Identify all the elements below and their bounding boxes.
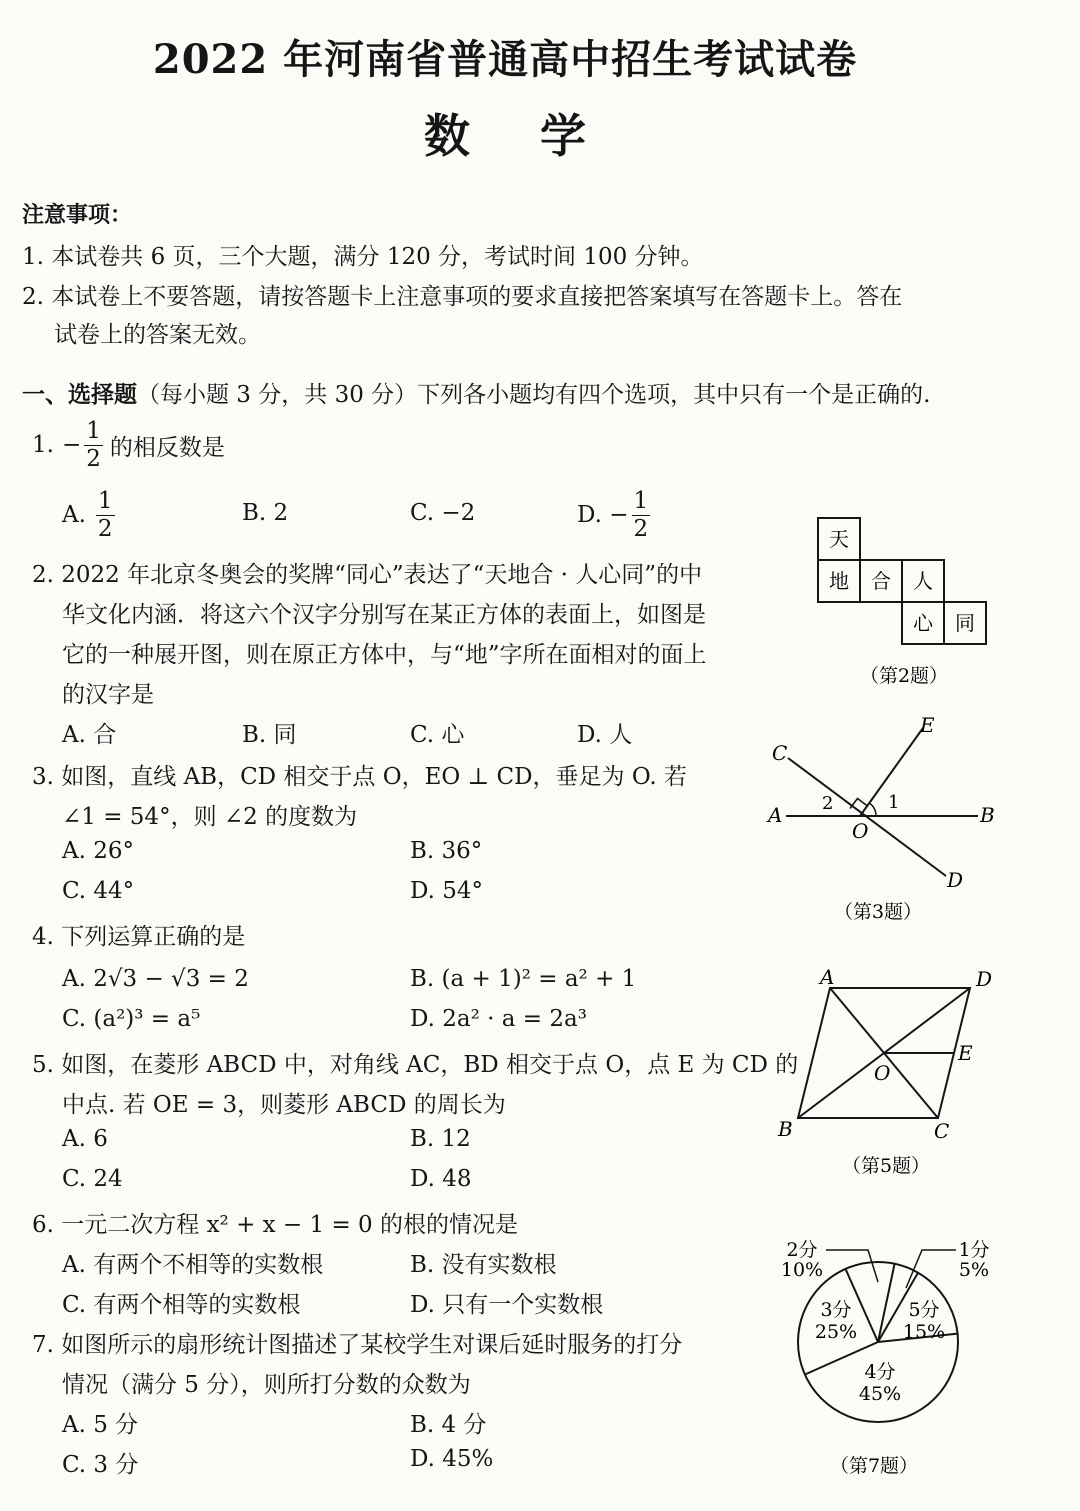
point-d-label: D: [976, 967, 993, 991]
q3-option-d: D. 54°: [410, 878, 484, 904]
q7-line-1: 7. 如图所示的扇形统计图描述了某校学生对课后延时服务的打分: [32, 1332, 683, 1358]
q1-d-den: 2: [633, 515, 649, 542]
pct-3fen: 25%: [814, 1321, 858, 1343]
q4-option-d: D. 2a² · a = 2a³: [410, 1006, 587, 1032]
point-a-label: A: [820, 965, 835, 989]
q1-option-c: C. −2: [410, 500, 476, 526]
q5-option-a: A. 6: [62, 1126, 108, 1152]
net-char: 心: [913, 611, 933, 635]
q1-d-label: D. −: [577, 502, 629, 528]
point-o-label: O: [852, 819, 869, 843]
q5-option-c: C. 24: [62, 1166, 123, 1192]
point-o-label: O: [874, 1061, 891, 1085]
section-label: 一、选择题: [22, 381, 137, 408]
q2-option-d: D. 人: [577, 722, 633, 748]
q2-option-b: B. 同: [242, 722, 297, 748]
exam-title: 2022 年河南省普通高中招生考试试卷: [152, 36, 858, 83]
pct-2fen: 10%: [780, 1259, 824, 1281]
label-1fen: 1分: [958, 1239, 990, 1261]
angle-1-label: 1: [888, 792, 900, 813]
point-b-label: B: [778, 1117, 793, 1141]
q1-option-d: [577, 488, 653, 542]
point-e-label: E: [958, 1041, 973, 1065]
q2-line-3: 它的一种展开图，则在原正方体中，与“地”字所在面相对的面上: [62, 642, 707, 668]
q4-option-b: B. (a + 1)² = a² + 1: [410, 966, 637, 992]
q3-option-a: A. 26°: [62, 838, 134, 864]
point-e-label: E: [920, 713, 935, 737]
pct-5fen: 15%: [902, 1321, 946, 1343]
label-5fen: 5分: [908, 1299, 940, 1321]
intersecting-lines-figure: [760, 712, 1000, 930]
q6-option-c: C. 有两个相等的实数根: [62, 1292, 301, 1318]
point-d-label: D: [947, 868, 964, 892]
q1-option-a: [62, 488, 118, 542]
q1-text: 的相反数是: [109, 434, 225, 461]
q1-d-fraction: [632, 487, 651, 542]
q7-option-b: B. 4 分: [410, 1412, 487, 1438]
q2-line-4: 的汉字是: [62, 682, 154, 708]
q1-frac-num: 1: [86, 417, 101, 444]
q7-option-a: A. 5 分: [62, 1412, 139, 1438]
question-1: [32, 418, 225, 472]
q1-fraction: [84, 417, 103, 472]
label-4fen: 4分: [864, 1361, 896, 1383]
q2-line-1: 2. 2022 年北京冬奥会的奖牌“同心”表达了“天地合 · 人心同”的中: [32, 562, 703, 588]
subject-title: 数学: [424, 109, 656, 163]
notice-item-1: 1. 本试卷共 6 页，三个大题，满分 120 分，考试时间 100 分钟。: [22, 244, 704, 270]
label-3fen: 3分: [820, 1299, 852, 1321]
q1-a-fraction: [96, 487, 115, 542]
q1-minus: −: [61, 432, 82, 458]
q2-option-c: C. 心: [410, 722, 465, 748]
point-c-label: C: [934, 1119, 950, 1143]
q7-caption: （第7题）: [829, 1455, 919, 1477]
q3-option-b: B. 36°: [410, 838, 483, 864]
pct-1fen: 5%: [958, 1259, 990, 1281]
pie-chart: [770, 1226, 1010, 1496]
q1-option-b: B. 2: [242, 500, 289, 526]
q2-caption: （第2题）: [859, 665, 949, 687]
q1-number: 1.: [32, 432, 54, 458]
q2-option-a: A. 合: [62, 722, 117, 748]
q1-a-den: 2: [97, 515, 113, 542]
net-char: 同: [955, 611, 975, 635]
notice-item-2: 2. 本试卷上不要答题，请按答题卡上注意事项的要求直接把答案填写在答题卡上。答在: [22, 284, 903, 310]
point-a-label: A: [768, 803, 783, 827]
angle-2-label: 2: [822, 793, 834, 814]
q5-line-1: 5. 如图，在菱形 ABCD 中，对角线 AC，BD 相交于点 O，点 E 为 CD 的: [32, 1052, 799, 1078]
q4-option-c: C. (a²)³ = a⁵: [62, 1006, 201, 1032]
point-b-label: B: [980, 803, 995, 827]
notice-heading: 注意事项：: [22, 202, 133, 228]
section-desc: （每小题 3 分，共 30 分）下列各小题均有四个选项，其中只有一个是正确的.: [137, 382, 931, 408]
section-header: [22, 376, 930, 409]
net-char: 地: [829, 569, 849, 593]
pct-4fen: 45%: [858, 1383, 902, 1405]
point-c-label: C: [772, 741, 788, 765]
net-char: 人: [913, 569, 933, 593]
q6-option-d: D. 只有一个实数根: [410, 1292, 604, 1318]
net-char: 天: [829, 527, 849, 551]
notice-item-2-cont: 试卷上的答案无效。: [54, 322, 261, 348]
net-char: 合: [871, 569, 891, 593]
q4-line-1: 4. 下列运算正确的是: [32, 924, 246, 950]
label-2fen: 2分: [786, 1239, 818, 1261]
q1-a-num: 1: [97, 487, 113, 514]
q3-line-1: 3. 如图，直线 AB，CD 相交于点 O，EO ⊥ CD，垂足为 O. 若: [32, 764, 687, 790]
q5-option-b: B. 12: [410, 1126, 471, 1152]
q5-caption: （第5题）: [841, 1155, 931, 1177]
angle-1-arc: [869, 803, 876, 816]
q6-option-b: B. 没有实数根: [410, 1252, 557, 1278]
q3-option-c: C. 44°: [62, 878, 135, 904]
q1-d-num: 1: [633, 487, 649, 514]
q2-line-2: 华文化内涵．将这六个汉字分别写在某正方体的表面上，如图是: [62, 602, 706, 628]
q7-line-2: 情况（满分 5 分），则所打分数的众数为: [62, 1372, 471, 1398]
q1-a-label: A.: [62, 502, 86, 528]
q3-caption: （第3题）: [833, 901, 923, 923]
cube-net-figure: [812, 512, 1002, 692]
q1-frac-den: 2: [86, 445, 101, 472]
q5-option-d: D. 48: [410, 1166, 472, 1192]
pie-sector-boundary-1分: [878, 1264, 895, 1342]
q6-option-a: A. 有两个不相等的实数根: [62, 1252, 324, 1278]
q4-option-a: A. 2√3 − √3 = 2: [62, 966, 249, 992]
q5-line-2: 中点. 若 OE = 3，则菱形 ABCD 的周长为: [62, 1092, 506, 1118]
rhombus-figure: [770, 962, 1000, 1182]
q3-line-2: ∠1 = 54°，则 ∠2 的度数为: [62, 804, 358, 830]
q7-option-d: D. 45%: [410, 1446, 494, 1472]
q6-line-1: 6. 一元二次方程 x² + x − 1 = 0 的根的情况是: [32, 1212, 518, 1238]
q7-option-c: C. 3 分: [62, 1452, 139, 1478]
